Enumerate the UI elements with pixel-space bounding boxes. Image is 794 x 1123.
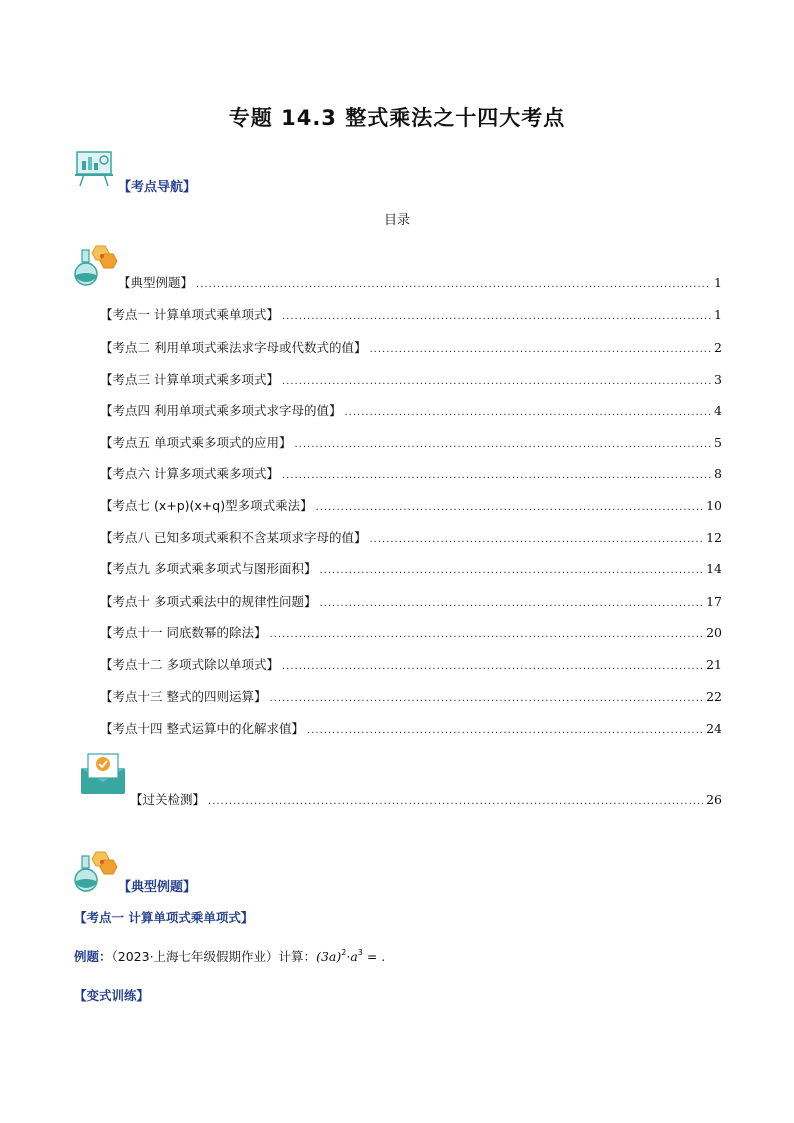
toc-leader-dots [282,661,703,672]
toc-item-2[interactable] [100,305,722,323]
toc-item-10[interactable] [100,559,722,577]
toc-item-13[interactable] [100,655,722,673]
toc-item-label: 【过关检测】 [130,792,206,807]
toc-item-label: 【考点三 计算单项式乘多项式】 [100,372,279,387]
toc-leader-dots [269,693,703,704]
toc-heading: 目录 [383,213,410,228]
toc-item-6[interactable] [100,433,722,451]
toc-leader-dots [319,598,703,609]
toc-item-page: 26 [706,792,722,807]
toc-item-4[interactable] [100,370,722,388]
math-end: . [381,949,386,964]
toc-item-page: 21 [706,657,722,672]
toc-leader-dots [319,565,703,576]
example-question [74,947,385,965]
toc-item-page: 17 [706,594,722,609]
toc-item-page: 2 [714,340,722,355]
toc-item-page: 8 [714,466,722,481]
toc-item-label: 【考点十二 多项式除以单项式】 [100,657,279,672]
math-var: a [350,949,358,964]
toc-item-1[interactable] [118,273,722,291]
toc-leader-dots [269,629,703,640]
example-source: （2023·上海七年级假期作业）计算： [111,949,317,964]
toc-item-page: 1 [714,275,722,290]
toc-item-label: 【考点九 多项式乘多项式与图形面积】 [100,561,317,576]
toc-item-label: 【考点四 利用单项式乘多项式求字母的值】 [100,403,342,418]
toc-item-label: 【考点六 计算多项式乘多项式】 [100,466,279,481]
math-base: (3a) [316,949,342,964]
toc-item-label: 【考点十三 整式的四则运算】 [100,689,267,704]
toc-item-label: 【考点十四 整式运算中的化解求值】 [100,721,304,736]
math-exponent-2: 3 [357,948,363,957]
math-exponent: 2 [341,948,347,957]
toc-item-8[interactable] [100,496,722,514]
nav-label: 【考点导航】 [118,180,197,195]
toc-item-14[interactable] [100,687,722,705]
toc-item-label: 【考点五 单项式乘多项式的应用】 [100,435,292,450]
toc-item-7[interactable] [100,464,722,482]
section-label: 【典型例题】 [118,880,197,895]
toc-item-label: 【考点十 多项式乘法中的规律性问题】 [100,594,317,609]
math-equals: = [362,949,382,964]
toc-item-16[interactable] [130,790,722,808]
toc-item-page: 3 [714,372,722,387]
toc-item-page: 5 [714,435,722,450]
toc-item-page: 1 [714,307,722,322]
toc-item-page: 12 [706,530,722,545]
toc-item-11[interactable] [100,592,722,610]
toc-leader-dots [294,439,711,450]
toc-leader-dots [316,502,704,513]
toc-item-label: 【典型例题】 [118,275,194,290]
math-dot: · [346,949,351,964]
toc-leader-dots [282,311,711,322]
kaodian-heading: 【考点一 计算单项式乘单项式】 [74,910,254,925]
practice-heading: 【变式训练】 [74,988,150,1003]
toc-item-label: 【考点二 利用单项式乘法求字母或代数式的值】 [100,340,367,355]
toc-leader-dots [307,725,703,736]
toc-item-label: 【考点十一 同底数幂的除法】 [100,625,267,640]
toc-item-9[interactable] [100,528,722,546]
flask-icon [72,244,118,286]
toc-item-3[interactable] [100,338,722,356]
toc-leader-dots [282,376,711,387]
toc-item-label: 【考点七 (x+p)(x+q)型多项式乘法】 [100,498,313,513]
toc-item-page: 14 [706,561,722,576]
toc-item-page: 20 [706,625,722,640]
toc-leader-dots [369,344,711,355]
presentation-board-icon [74,148,118,188]
toc-leader-dots [344,407,711,418]
toc-item-15[interactable] [100,719,722,737]
certificate-icon [78,750,128,796]
toc-leader-dots [369,534,703,545]
toc-item-label: 【考点八 已知多项式乘积不含某项求字母的值】 [100,530,367,545]
toc-item-5[interactable] [100,401,722,419]
toc-item-page: 22 [706,689,722,704]
example-tag: 例题： [74,949,112,964]
toc-leader-dots [196,279,711,290]
toc-item-page: 4 [714,403,722,418]
page-title: 专题 14.3 整式乘法之十四大考点 [228,106,566,130]
toc-item-label: 【考点一 计算单项式乘单项式】 [100,307,279,322]
toc-item-page: 24 [706,721,722,736]
toc-leader-dots [208,796,703,807]
toc-item-page: 10 [706,498,722,513]
toc-item-12[interactable] [100,623,722,641]
flask-icon [72,850,118,892]
toc-leader-dots [282,470,711,481]
